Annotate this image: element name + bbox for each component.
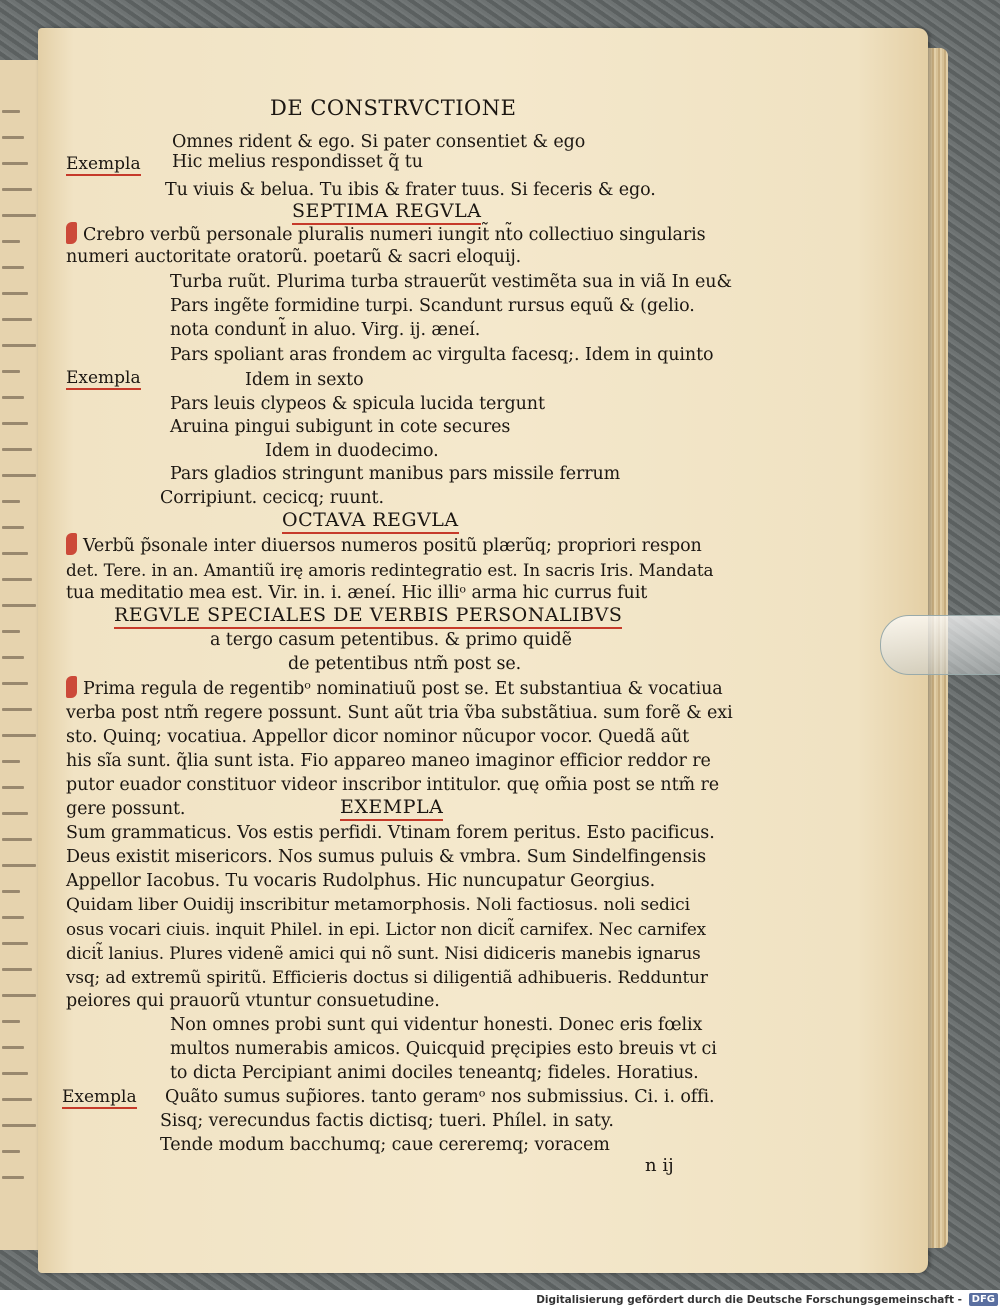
text-line: numeri auctoritate oratorũ. poetarũ & sacri eloquij.: [66, 247, 522, 267]
previous-page-text: [2, 1098, 32, 1101]
previous-page-text: [2, 136, 24, 139]
previous-page-text: [2, 552, 28, 555]
previous-page-text: [2, 370, 20, 373]
footer-credit: Digitalisierung gefördert durch die Deutsche Forschungsgemeinschaft -: [536, 1294, 962, 1306]
previous-page-text: [2, 864, 36, 867]
previous-page-text: [2, 526, 24, 529]
text-line: putor euador constituor videor inscribor intitulor. quę om̃ia post se ntm̃ re: [66, 775, 719, 795]
text-line: Crebro verbũ personale pluralis numeri iungit̃ nt̃o collectiuo singularis: [83, 225, 706, 245]
text-line: Hic melius respondisset q̃ tu: [172, 152, 423, 172]
previous-page-text: [2, 682, 28, 685]
paragraph-mark: [66, 533, 77, 555]
previous-page-text: [2, 1046, 24, 1049]
heading-exempla: EXEMPLA: [340, 796, 443, 821]
previous-page-text: [2, 656, 24, 659]
text-line: verba post ntm̃ regere possunt. Sunt aũt tria ṽba substãtiua. sum forẽ & exi: [66, 703, 733, 723]
heading-octava: OCTAVA REGVLA: [282, 509, 459, 534]
previous-page-text: [2, 266, 24, 269]
previous-page-text: [2, 760, 20, 763]
text-line: Verbũ p̃sonale inter diuersos numeros positũ plærũq; propriori respon: [83, 536, 702, 556]
previous-page-text: [2, 968, 32, 971]
previous-page-text: [2, 630, 20, 633]
text-line: Idem in sexto: [245, 370, 364, 390]
text-line: nota condunt̃ in aluo. Virg. ij. æneí.: [170, 320, 481, 340]
text-line: Corripiunt. cecicq; ruunt.: [160, 488, 384, 508]
previous-page-text: [2, 786, 24, 789]
footer-bar: [0, 1290, 1000, 1311]
previous-page-text: [2, 396, 24, 399]
previous-page-text: [2, 110, 20, 113]
previous-page-text: [2, 214, 36, 217]
side-label-exempla: Exempla: [66, 154, 141, 174]
previous-page-text: [2, 578, 32, 581]
previous-page-text: [2, 1072, 28, 1075]
previous-page-text: [2, 188, 32, 191]
text-line: a tergo casum petentibus. & primo quidẽ: [210, 630, 572, 650]
text-line: Tende modum bacchumq; caue cereremq; voracem: [160, 1135, 610, 1155]
text-line: Non omnes probi sunt qui videntur honesti. Donec eris fœlix: [170, 1015, 703, 1035]
previous-page-text: [2, 890, 20, 893]
previous-page-text: [2, 734, 36, 737]
text-line: det. Tere. in an. Amantiũ irę amoris redintegratio est. In sacris Iris. Mandata: [66, 560, 714, 580]
text-line: Deus existit misericors. Nos sumus puluis & vmbra. Sum Sindelfingensis: [66, 847, 706, 867]
text-line: Quãto sumus sup̃iores. tanto geramᵒ nos submissius. Ci. i. offi.: [165, 1087, 715, 1107]
previous-page-text: [2, 604, 36, 607]
previous-page-text: [2, 1150, 20, 1153]
text-line: Tu viuis & belua. Tu ibis & frater tuus. Si feceris & ego.: [165, 180, 656, 200]
previous-page-text: [2, 1020, 20, 1023]
previous-page-text: [2, 474, 36, 477]
text-line: peiores qui prauorũ vtuntur consuetudine.: [66, 991, 440, 1011]
previous-page-text: [2, 916, 24, 919]
text-line: Idem in duodecimo.: [265, 441, 439, 461]
previous-page-text: [2, 240, 20, 243]
previous-page-text: [2, 448, 32, 451]
text-line: Pars leuis clypeos & spicula lucida tergunt: [170, 394, 545, 414]
text-line: gere possunt.: [66, 799, 186, 819]
text-line: de petentibus ntm̃ post se.: [288, 654, 522, 674]
text-line: Omnes rident & ego. Si pater consentiet & ego: [172, 132, 586, 152]
previous-page-text: [2, 812, 28, 815]
previous-page-text: [2, 162, 28, 165]
previous-page-text: [2, 708, 32, 711]
text-line: multos numerabis amicos. Quicquid pręcipies esto breuis vt ci: [170, 1039, 717, 1059]
text-line: Turba ruũt. Plurima turba strauerũt vestimẽta sua in viã In eu&: [170, 272, 732, 292]
previous-page-text: [2, 994, 36, 997]
text-line: dicit̃ lanius. Plures videnẽ amici qui nõ sunt. Nisi didiceris manebis ignarus: [66, 943, 701, 963]
previous-page-text: [2, 942, 28, 945]
heading-septima: SEPTIMA REGVLA: [292, 200, 481, 225]
page-number: n ij: [645, 1155, 674, 1176]
previous-page-text: [2, 500, 20, 503]
text-line: sto. Quinq; vocatiua. Appellor dicor nominor nũcupor vocor. Quedã aũt: [66, 727, 690, 747]
text-line: Sisq; verecundus factis dictisq; tueri. Phílel. in saty.: [160, 1111, 614, 1131]
page-clip: [880, 615, 1000, 675]
text-line: tua meditatio mea est. Vir. in. i. æneí. Hic illiᵒ arma hic currus fuit: [66, 583, 648, 603]
text-line: to dicta Percipiant animi dociles teneantq; fideles. Horatius.: [170, 1063, 699, 1083]
heading-regule-speciales: REGVLE SPECIALES DE VERBIS PERSONALIBVS: [114, 604, 622, 629]
previous-page-text: [2, 422, 28, 425]
text-line: Prima regula de regentibᵒ nominatiuũ post se. Et substantiua & vocatiua: [83, 679, 723, 699]
text-line: Aruina pingui subigunt in cote secures: [170, 417, 511, 437]
text-line: Pars gladios stringunt manibus pars missile ferrum: [170, 464, 621, 484]
previous-page-text: [2, 838, 32, 841]
previous-page-text: [2, 318, 32, 321]
previous-page-text: [2, 1176, 24, 1179]
side-label-exempla: Exempla: [62, 1087, 137, 1107]
paragraph-mark: [66, 676, 77, 698]
side-label-exempla: Exempla: [66, 368, 141, 388]
previous-page-text: [2, 292, 28, 295]
text-line: Pars spoliant aras frondem ac virgulta facesq;. Idem in quinto: [170, 345, 714, 365]
text-line: Quidam liber Ouidij inscribitur metamorphosis. Noli factiosus. noli sedici: [66, 895, 690, 915]
running-head: DE CONSTRVCTIONE: [270, 96, 517, 120]
dfg-logo: DFG: [969, 1293, 998, 1306]
previous-page-text: [2, 344, 36, 347]
text-line: Sum grammaticus. Vos estis perfidi. Vtinam forem peritus. Esto pacificus.: [66, 823, 715, 843]
text-line: osus vocari ciuis. inquit Philel. in epi. Lictor non dicit̃ carnifex. Nec carnifex: [66, 919, 707, 939]
text-line: vsq; ad extremũ spiritũ. Efficieris doctus si diligentiã adhibueris. Redduntur: [66, 967, 708, 987]
text-line: his sĩa sunt. q̃lia sunt ista. Fio appareo maneo imaginor efficior reddor re: [66, 751, 711, 771]
text-line: Appellor Iacobus. Tu vocaris Rudolphus. Hic nuncupatur Georgius.: [66, 871, 656, 891]
paragraph-mark: [66, 222, 77, 244]
previous-page-text: [2, 1124, 36, 1127]
text-line: Pars ingẽte formidine turpi. Scandunt rursus equũ & (gelio.: [170, 296, 695, 316]
